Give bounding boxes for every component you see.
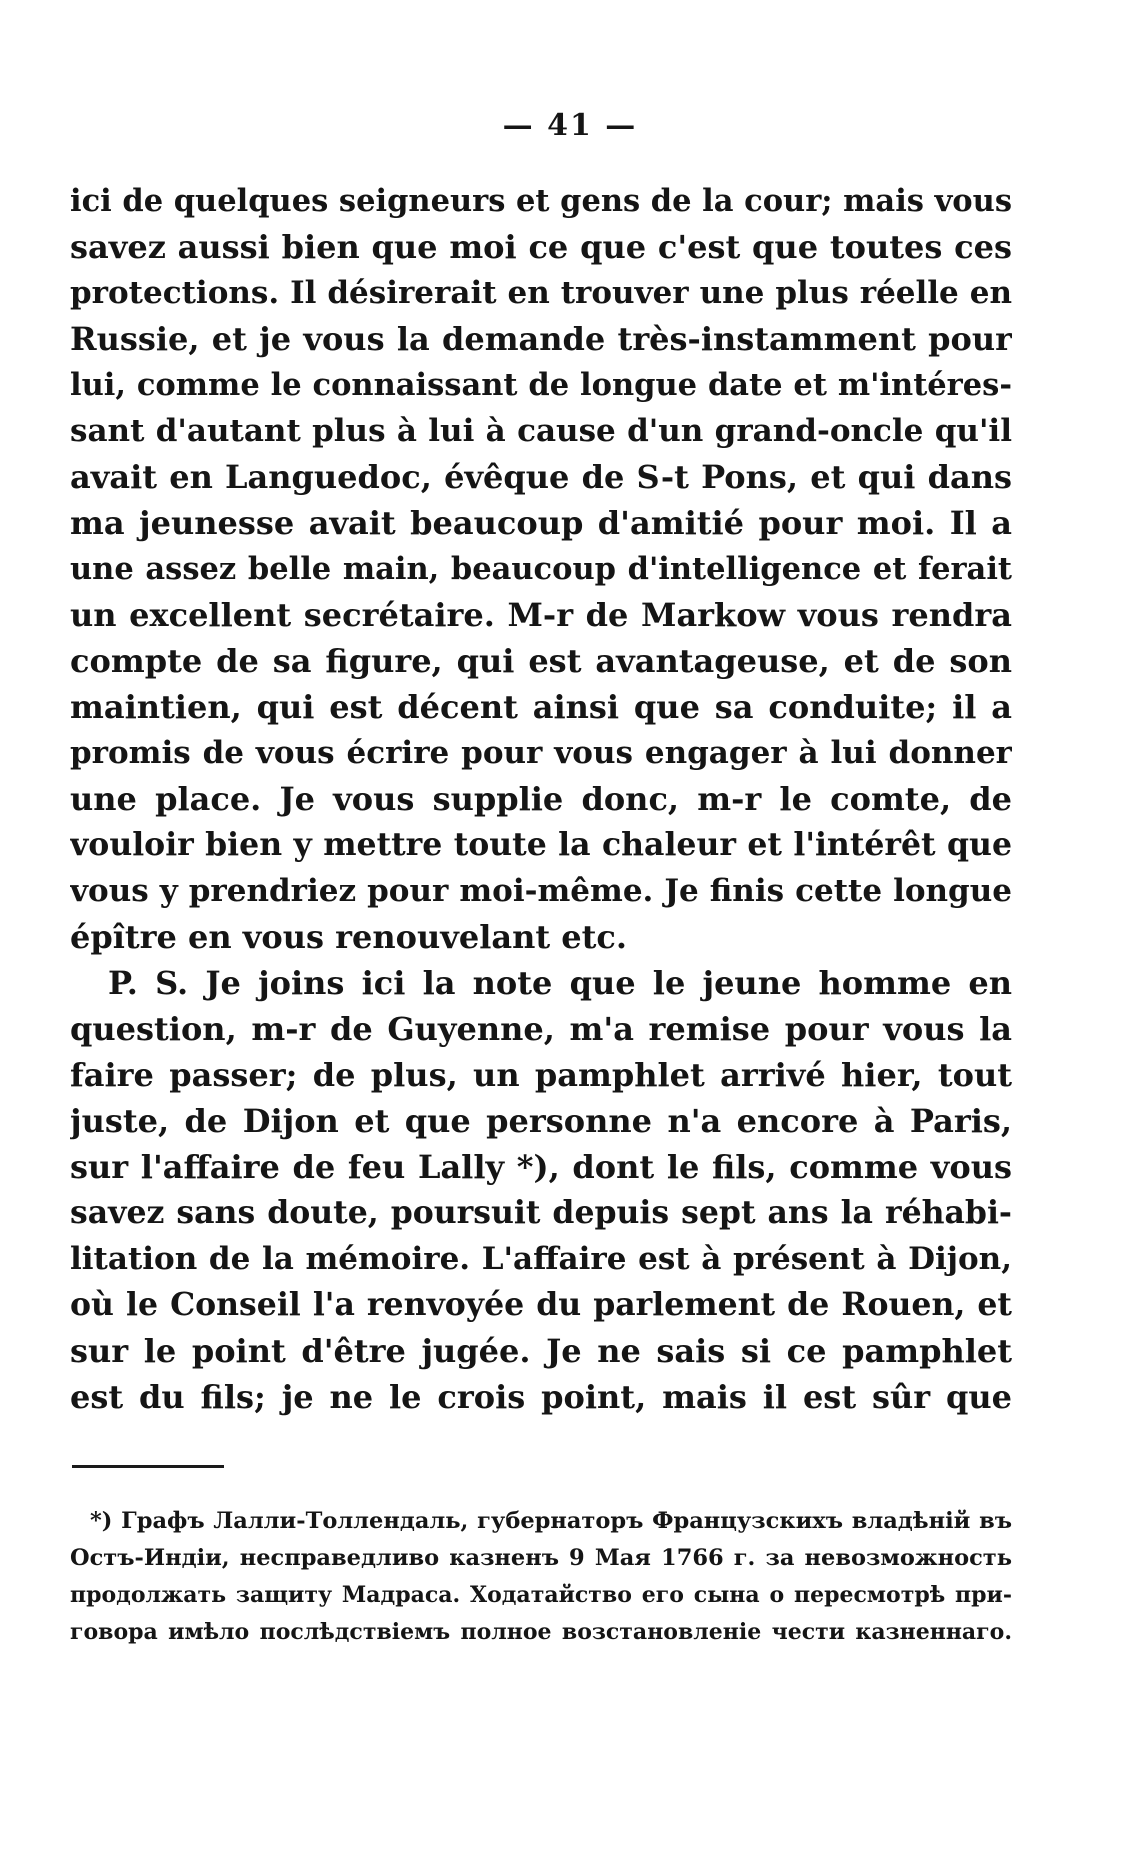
footnote-line: Остъ-Индіи, несправедливо казненъ 9 Мая 1766 г. за невозможность [70, 1545, 1012, 1571]
text-line: protections. Il désirerait en trouver une plus réelle en [70, 275, 1012, 311]
footnote [70, 1503, 1012, 1651]
text-line: juste, de Dijon et que personne n'a encore à Paris, [70, 1102, 1012, 1140]
body-text [70, 178, 1012, 1420]
text-line: litation de la mémoire. L'affaire est à présent à Dijon, [70, 1241, 1012, 1277]
text-line: sur le point d'être jugée. Je ne sais si ce pamphlet [70, 1332, 1012, 1370]
text-line: maintien, qui est décent ainsi que sa conduite; il a [70, 688, 1012, 726]
page-number: — 41 — [502, 108, 638, 143]
footnote-line: продолжать защиту Мадраса. Ходатайство его сына о пересмотрѣ при- [70, 1582, 1012, 1608]
text-line: une place. Je vous supplie donc, m-r le comte, de [70, 780, 1012, 818]
text-line: un excellent secrétaire. M-r de Markow vous rendra [70, 596, 1012, 634]
text-line: ma jeunesse avait beaucoup d'amitié pour moi. Il a [70, 504, 1012, 542]
text-line: vous y prendriez pour moi-même. Je finis cette longue [70, 873, 1012, 909]
text-line: Russie, et je vous la demande très-instamment pour [70, 320, 1012, 358]
text-line: lui, comme le connaissant de longue date et m'intéres- [70, 367, 1012, 403]
text-line: promis de vous écrire pour vous engager à lui donner [70, 735, 1012, 771]
text-line: sur l'affaire de feu Lally *), dont le fils, comme vous [70, 1148, 1012, 1186]
text-line: question, m-r de Guyenne, m'a remise pour vous la [70, 1010, 1012, 1048]
text-line: vouloir bien y mettre toute la chaleur et l'intérêt que [70, 826, 1012, 863]
footnote-line: *) Графъ Лалли-Толлендаль, губернаторъ Французскихъ владѣній въ [90, 1508, 1012, 1534]
text-line: est du fils; je ne le crois point, mais il est sûr que [70, 1378, 1012, 1416]
text-line: ici de quelques seigneurs et gens de la cour; mais vous [70, 183, 1012, 219]
text-line: savez sans doute, poursuit depuis sept ans la réhabi- [70, 1194, 1012, 1231]
text-line: compte de sa figure, qui est avantageuse, et de son [70, 642, 1012, 680]
text-line: sant d'autant plus à lui à cause d'un grand-oncle qu'il [70, 413, 1012, 449]
footnote-line: говора имѣло послѣдствіемъ полное возстановленіе чести казненнаго. [70, 1619, 1012, 1645]
text-line: une assez belle main, beaucoup d'intelligence et ferait [70, 551, 1012, 587]
text-line: avait en Languedoc, évêque de S-t Pons, et qui dans [70, 458, 1012, 496]
text-line: savez aussi bien que moi ce que c'est que toutes ces [70, 228, 1012, 266]
text-line-ps: P. S. Je joins ici la note que le jeune homme en [108, 964, 1012, 1002]
text-line: où le Conseil l'a renvoyée du parlement de Rouen, et [70, 1286, 1012, 1323]
text-line: faire passer; de plus, un pamphlet arrivé hier, tout [70, 1056, 1012, 1094]
text-line: épître en vous renouvelant etc. [70, 918, 628, 956]
footnote-divider [72, 1465, 224, 1468]
